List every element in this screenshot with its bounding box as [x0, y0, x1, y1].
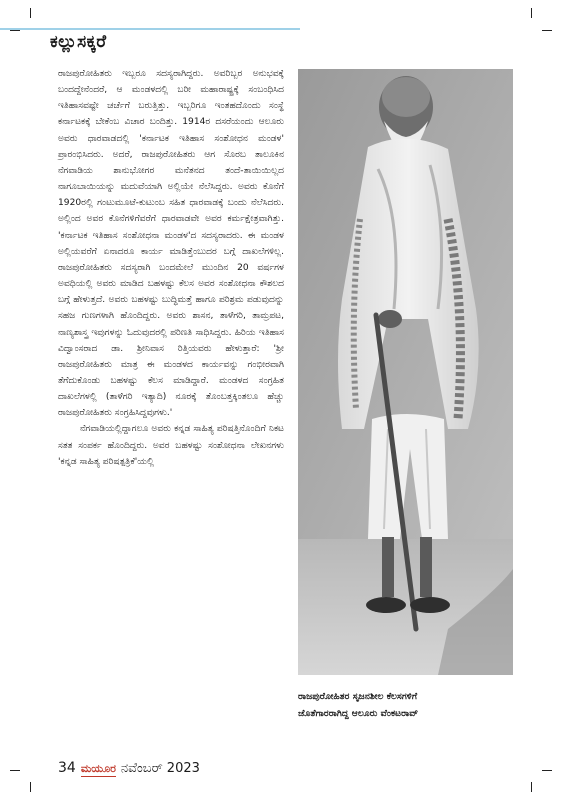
crop-mark	[531, 782, 532, 792]
page-number: 34	[58, 760, 76, 776]
crop-mark	[10, 30, 20, 31]
crop-mark	[542, 770, 552, 771]
section-title: ಕಲ್ಲುಸಕ್ಕರೆ	[50, 32, 107, 52]
caption-line: ಜೊತೆಗಾರರಾಗಿದ್ದ ಆಲೂರು ವೆಂಕಟರಾವ್	[298, 708, 419, 719]
magazine-logo: ಮಯೂರ	[80, 762, 116, 775]
crop-mark	[531, 8, 532, 18]
crop-mark	[10, 770, 20, 771]
page-footer	[58, 760, 200, 777]
article-paragraph: ನೆಗವಾಡಿಯಲ್ಲಿದ್ದಾಗಲೂ ಅವರು ಕನ್ನಡ ಸಾಹಿತ್ಯ ಪರಿಷತ್ತಿನೊಂದಿಗೆ ನಿಕಟ ಸತತ ಸಂಪರ್ಕ ಹೊಂದಿದ್ದರು. ಅವರ ಬಹಳಷ್ಟು ಸಂಶೋಧನಾ ಲೇಖನಗಳು 'ಕನ್ನಡ ಸಾಹಿತ್ಯ ಪರಿಷತ್ಪತ್ರಿಕೆ'ಯಲ್ಲಿ	[58, 424, 284, 467]
crop-mark	[30, 782, 31, 792]
crop-mark	[542, 30, 552, 31]
issue-date: ನವೆಂಬರ್ 2023	[120, 761, 200, 776]
crop-mark	[30, 8, 31, 18]
caption-line: ರಾಜಪುರೋಹಿತರ ಸೃಜನಶೀಲ ಕೆಲಸಗಳಿಗೆ	[298, 691, 418, 702]
portrait-photo	[298, 69, 513, 675]
header-accent-line	[0, 28, 300, 30]
article-paragraph: ರಾಜಪುರೋಹಿತರು ಇಬ್ಬರೂ ಸದಸ್ಯರಾಗಿದ್ದರು. ಅವರಿಬ್ಬರ ಅನುಭವಕ್ಕೆ ಬಂದದ್ದೇನೆಂದರೆ, ಆ ಮಂಡಳದಲ್ಲಿ ಬರೀ ಮಹಾರಾಷ್ಟ್ರಕ್ಕೆ ಸಂಬಂಧಿಸಿದ ಇತಿಹಾಸವಷ್ಟೇ ಚರ್ಚೆಗೆ ಬರುತ್ತಿತ್ತು. ಇಬ್ಬರಿಗೂ ಇಂತಹದೊಂದು ಸಂಸ್ಥೆ ಕರ್ನಾಟಕಕ್ಕೆ ಬೇಕೆಂಬ ವಿಚಾರ ಬಂದಿತ್ತು. 1914ರ ದಸರೆಯಂದು ಆಲೂರು ಅವರು ಧಾರವಾಡದಲ್ಲಿ 'ಕರ್ನಾಟಕ ಇತಿಹಾಸ ಸಂಶೋಧನ ಮಂಡಳ' ಪ್ರಾರಂಭಿಸಿದರು. ಅದರೆ, ರಾಜಪುರೋಹಿತರು ಆಗ ಸೊರಬ ತಾಲೂಕಿನ ನೆಗವಾಡಿಯ ಶಾನುಭೋಗರ ಮನೆತನದ ತಂದೆ-ತಾಯಿಯಿಲ್ಲದ ನಾಗೂಬಾಯಿಯನ್ನು ಮದುವೆಯಾಗಿ ಅಲ್ಲಿಯೇ ನೆಲೆಸಿದ್ದರು. ಅವರು ಕೊನೆಗೆ 1920ರಲ್ಲಿ ಗಂಟುಮೂಟೆ-ಕುಟುಂಬ ಸಹಿತ ಧಾರವಾಡಕ್ಕೆ ಬಂದು ನೆಲೆಸಿದರು. ಅಲ್ಲಿಂದ ಅವರ ಕೊನೆಗಳಿಗೆವರೆಗೆ ಧಾರವಾಡವೇ ಅವರ ಕರ್ಮಕ್ಷೇತ್ರವಾಗಿತ್ತು. 'ಕರ್ನಾಟಕ ಇತಿಹಾಸ ಸಂಶೋಧನಾ ಮಂಡಳ'ದ ಸದಸ್ಯರಾದರು. ಈ ಮಂಡಳ ಅಲ್ಲಿಯವರೆಗೆ ಏನಾದರೂ ಕಾರ್ಯ ಮಾಡಿತ್ತೆಂಬುದರ ಬಗ್ಗೆ ದಾಖಲೆಗಳಿಲ್ಲ. ರಾಜಪುರೋಹಿತರು ಸದಸ್ಯರಾಗಿ ಬಂದಮೇಲೆ ಮುಂದಿನ 20 ವರ್ಷಗಳ ಅವಧಿಯಲ್ಲಿ ಅವರು ಮಾಡಿದ ಬಹಳಷ್ಟು ಕೆಲಸ ಅವರ ಸಂಶೋಧನಾ ಕೌಶಲದ ಬಗ್ಗೆ ಹೇಳುತ್ತದೆ. ಅವರು ಬಹಳಷ್ಟು ಬುದ್ಧಿಮತ್ತೆ ಹಾಗೂ ಪರಿಶ್ರಮ ಪಡುವುದನ್ನು ಸಹಜ ಗುಣಗಳಾಗಿ ಹೊಂದಿದ್ದರು. ಅವರು ಶಾಸನ, ತಾಳೆಗರಿ, ತಾಮ್ರಪಟ, ನಾಣ್ಯಶಾಸ್ತ್ರ ಇವುಗಳನ್ನು ಓದುವುದರಲ್ಲಿ ಪರಿಣತಿ ಸಾಧಿಸಿದ್ದರು. ಹಿರಿಯ ಇತಿಹಾಸ ವಿದ್ವಾಂಸರಾದ ಡಾ. ಶ್ರೀನಿವಾಸ ರಿತ್ತಿಯವರು ಹೇಳುತ್ತಾರೆ: 'ಶ್ರೀ ರಾಜಪುರೋಹಿತರು ಮಾತ್ರ ಈ ಮಂಡಳದ ಕಾರ್ಯವನ್ನು ಗಂಭೀರವಾಗಿ ತೆಗೆದುಕೊಂಡು ಬಹಳಷ್ಟು ಕೆಲಸ ಮಾಡಿದ್ದಾರೆ. ಮಂಡಳದ ಸಂಗ್ರಹಿತ ದಾಖಲೆಗಳಲ್ಲಿ (ತಾಳೆಗರಿ ಇತ್ಯಾದಿ) ನೂರಕ್ಕೆ ತೊಂಬತ್ತಕ್ಕಿಂತಲೂ ಹೆಚ್ಚು ರಾಜಪುರೋಹಿತರು ಸಂಗ್ರಹಿಸಿದ್ದವುಗಳು.'	[58, 69, 284, 419]
article-body	[58, 66, 284, 470]
photo-caption	[298, 688, 518, 722]
